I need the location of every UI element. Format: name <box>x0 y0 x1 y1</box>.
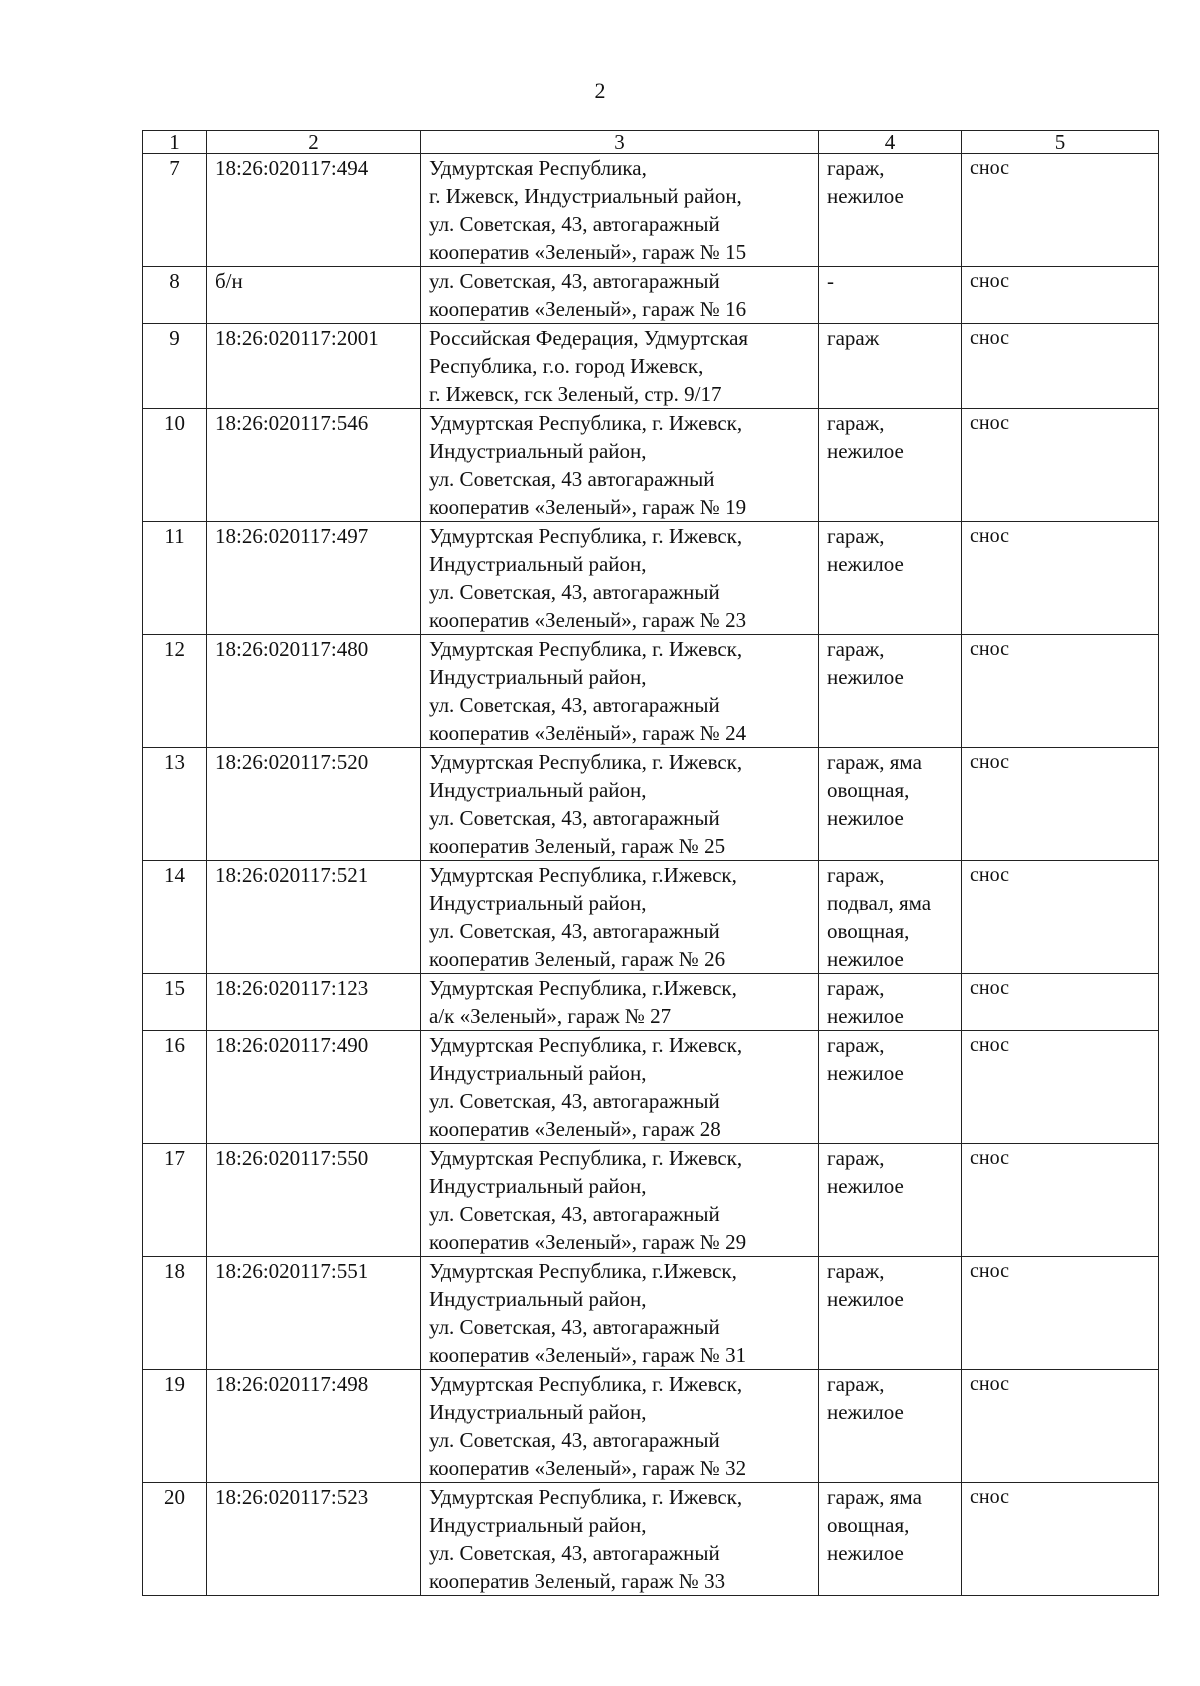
address-cell <box>421 409 819 522</box>
address-line: ул. Советская, 43 автогаражный <box>429 467 715 491</box>
address-line: Удмуртская Республика, г. Ижевск, <box>429 1485 743 1509</box>
address-line: Удмуртская Республика, г.Ижевск, <box>429 976 737 1000</box>
cadastral-number-cell: 18:26:020117:2001 <box>207 324 421 409</box>
action-cell: снос <box>962 154 1159 267</box>
address-line: а/к «Зеленый», гараж № 27 <box>429 1004 672 1028</box>
object-type-cell <box>819 1031 962 1144</box>
object-type-line: гараж, яма <box>827 1485 922 1509</box>
address-cell <box>421 974 819 1031</box>
action-cell: снос <box>962 748 1159 861</box>
address-line: ул. Советская, 43, автогаражный <box>429 580 720 604</box>
address-line: кооператив Зеленый, гараж № 33 <box>429 1569 726 1593</box>
row-number-cell: 15 <box>143 974 207 1031</box>
object-type-line: нежилое <box>827 1541 904 1565</box>
action-cell: снос <box>962 324 1159 409</box>
object-type-line: подвал, яма <box>827 891 932 915</box>
cadastral-number-cell: 18:26:020117:551 <box>207 1257 421 1370</box>
table-row <box>143 1257 1159 1370</box>
address-line: кооператив «Зеленый», гараж № 31 <box>429 1343 747 1367</box>
object-type-line: нежилое <box>827 439 904 463</box>
address-line: кооператив «Зеленый», гараж № 19 <box>429 495 747 519</box>
object-type-line: гараж, <box>827 1372 885 1396</box>
address-line: ул. Советская, 43, автогаражный <box>429 919 720 943</box>
column-header-1: 1 <box>143 131 207 154</box>
table-row <box>143 861 1159 974</box>
action-cell: снос <box>962 267 1159 324</box>
object-type-line: нежилое <box>827 665 904 689</box>
action-cell: снос <box>962 1483 1159 1596</box>
column-header-3: 3 <box>421 131 819 154</box>
row-number-cell: 18 <box>143 1257 207 1370</box>
address-line: кооператив Зеленый, гараж № 26 <box>429 947 726 971</box>
cadastral-number-cell: 18:26:020117:494 <box>207 154 421 267</box>
action-cell: снос <box>962 974 1159 1031</box>
address-line: кооператив «Зеленый», гараж № 29 <box>429 1230 747 1254</box>
object-type-cell <box>819 1144 962 1257</box>
address-line: Индустриальный район, <box>429 1174 647 1198</box>
table-row <box>143 409 1159 522</box>
table-body <box>143 154 1159 1596</box>
row-number-cell: 9 <box>143 324 207 409</box>
cadastral-number-cell: 18:26:020117:550 <box>207 1144 421 1257</box>
object-type-line: гараж <box>827 326 880 350</box>
object-type-cell <box>819 748 962 861</box>
column-header-2: 2 <box>207 131 421 154</box>
object-type-line: нежилое <box>827 1061 904 1085</box>
address-line: Индустриальный район, <box>429 439 647 463</box>
object-type-line: нежилое <box>827 184 904 208</box>
table-row <box>143 324 1159 409</box>
address-line: кооператив «Зеленый», гараж № 16 <box>429 297 747 321</box>
address-line: кооператив «Зелёный», гараж № 24 <box>429 721 747 745</box>
table-row <box>143 267 1159 324</box>
object-type-line: овощная, <box>827 1513 910 1537</box>
action-cell: снос <box>962 409 1159 522</box>
row-number-cell: 16 <box>143 1031 207 1144</box>
address-line: Удмуртская Республика, г. Ижевск, <box>429 1033 743 1057</box>
table-row <box>143 1031 1159 1144</box>
address-line: ул. Советская, 43, автогаражный <box>429 1541 720 1565</box>
cadastral-number-cell: 18:26:020117:520 <box>207 748 421 861</box>
address-line: Индустриальный район, <box>429 1287 647 1311</box>
address-line: кооператив Зеленый, гараж № 25 <box>429 834 726 858</box>
address-line: Индустриальный район, <box>429 1400 647 1424</box>
object-type-line: овощная, <box>827 919 910 943</box>
row-number-cell: 7 <box>143 154 207 267</box>
address-line: Индустриальный район, <box>429 1513 647 1537</box>
object-type-line: гараж, <box>827 1259 885 1283</box>
address-line: ул. Советская, 43, автогаражный <box>429 1428 720 1452</box>
object-type-cell <box>819 974 962 1031</box>
object-type-cell <box>819 635 962 748</box>
address-line: кооператив «Зеленый», гараж № 15 <box>429 240 747 264</box>
object-type-line: нежилое <box>827 1174 904 1198</box>
address-line: Российская Федерация, Удмуртская <box>429 326 749 350</box>
object-type-line: нежилое <box>827 806 904 830</box>
object-type-cell <box>819 522 962 635</box>
row-number-cell: 17 <box>143 1144 207 1257</box>
object-type-line: гараж, яма <box>827 750 922 774</box>
object-type-line: гараж, <box>827 524 885 548</box>
address-line: Удмуртская Республика, г. Ижевск, <box>429 411 743 435</box>
row-number-cell: 19 <box>143 1370 207 1483</box>
address-line: Удмуртская Республика, г. Ижевск, <box>429 524 743 548</box>
cadastral-number-cell: 18:26:020117:480 <box>207 635 421 748</box>
address-line: ул. Советская, 43, автогаражный <box>429 212 720 236</box>
address-line: Индустриальный район, <box>429 891 647 915</box>
object-type-cell <box>819 1370 962 1483</box>
object-type-cell <box>819 409 962 522</box>
table-row <box>143 748 1159 861</box>
object-type-line: нежилое <box>827 552 904 576</box>
address-cell <box>421 267 819 324</box>
action-cell: снос <box>962 1031 1159 1144</box>
table-row <box>143 635 1159 748</box>
column-header-4: 4 <box>819 131 962 154</box>
row-number-cell: 12 <box>143 635 207 748</box>
row-number-cell: 13 <box>143 748 207 861</box>
address-line: Индустриальный район, <box>429 552 647 576</box>
object-type-cell <box>819 154 962 267</box>
address-line: г. Ижевск, Индустриальный район, <box>429 184 742 208</box>
object-type-line: нежилое <box>827 1400 904 1424</box>
address-line: Удмуртская Республика, г.Ижевск, <box>429 863 737 887</box>
cadastral-number-cell: 18:26:020117:123 <box>207 974 421 1031</box>
cadastral-number-cell: 18:26:020117:546 <box>207 409 421 522</box>
table-row <box>143 154 1159 267</box>
object-type-line: - <box>827 269 834 293</box>
action-cell: снос <box>962 1257 1159 1370</box>
address-line: Индустриальный район, <box>429 1061 647 1085</box>
address-cell <box>421 1144 819 1257</box>
object-type-line: нежилое <box>827 1287 904 1311</box>
address-cell <box>421 1257 819 1370</box>
cadastral-number-cell: 18:26:020117:523 <box>207 1483 421 1596</box>
address-cell <box>421 1031 819 1144</box>
object-type-line: овощная, <box>827 778 910 802</box>
row-number-cell: 11 <box>143 522 207 635</box>
column-header-5: 5 <box>962 131 1159 154</box>
address-line: ул. Советская, 43, автогаражный <box>429 269 720 293</box>
cadastral-number-cell: б/н <box>207 267 421 324</box>
address-line: Удмуртская Республика, г.Ижевск, <box>429 1259 737 1283</box>
address-line: Удмуртская Республика, <box>429 156 647 180</box>
address-line: Удмуртская Республика, г. Ижевск, <box>429 1146 743 1170</box>
row-number-cell: 20 <box>143 1483 207 1596</box>
address-cell <box>421 154 819 267</box>
action-cell: снос <box>962 1370 1159 1483</box>
address-line: ул. Советская, 43, автогаражный <box>429 1202 720 1226</box>
objects-table <box>142 130 1159 1596</box>
object-type-line: нежилое <box>827 1004 904 1028</box>
cadastral-number-cell: 18:26:020117:497 <box>207 522 421 635</box>
address-cell <box>421 522 819 635</box>
address-line: ул. Советская, 43, автогаражный <box>429 1315 720 1339</box>
object-type-cell <box>819 267 962 324</box>
address-line: ул. Советская, 43, автогаражный <box>429 1089 720 1113</box>
row-number-cell: 8 <box>143 267 207 324</box>
address-line: г. Ижевск, гск Зеленый, стр. 9/17 <box>429 382 722 406</box>
address-line: Удмуртская Республика, г. Ижевск, <box>429 750 743 774</box>
object-type-line: гараж, <box>827 156 885 180</box>
table-row <box>143 522 1159 635</box>
address-line: Республика, г.о. город Ижевск, <box>429 354 704 378</box>
object-type-line: гараж, <box>827 411 885 435</box>
address-line: кооператив «Зеленый», гараж 28 <box>429 1117 721 1141</box>
address-line: Удмуртская Республика, г. Ижевск, <box>429 1372 743 1396</box>
address-line: Индустриальный район, <box>429 778 647 802</box>
row-number-cell: 14 <box>143 861 207 974</box>
address-line: кооператив «Зеленый», гараж № 23 <box>429 608 747 632</box>
table-header-row <box>143 131 1159 154</box>
object-type-cell <box>819 861 962 974</box>
action-cell: снос <box>962 1144 1159 1257</box>
action-cell: снос <box>962 522 1159 635</box>
table-row <box>143 974 1159 1031</box>
address-cell <box>421 861 819 974</box>
address-line: Индустриальный район, <box>429 665 647 689</box>
object-type-line: гараж, <box>827 976 885 1000</box>
table-row <box>143 1483 1159 1596</box>
object-type-line: гараж, <box>827 863 885 887</box>
address-cell <box>421 635 819 748</box>
address-cell <box>421 324 819 409</box>
address-cell <box>421 1483 819 1596</box>
object-type-line: нежилое <box>827 947 904 971</box>
object-type-cell <box>819 324 962 409</box>
address-line: кооператив «Зеленый», гараж № 32 <box>429 1456 747 1480</box>
table-row <box>143 1370 1159 1483</box>
address-cell <box>421 748 819 861</box>
table-row <box>143 1144 1159 1257</box>
address-line: Удмуртская Республика, г. Ижевск, <box>429 637 743 661</box>
object-type-line: гараж, <box>827 637 885 661</box>
address-line: ул. Советская, 43, автогаражный <box>429 806 720 830</box>
cadastral-number-cell: 18:26:020117:521 <box>207 861 421 974</box>
action-cell: снос <box>962 861 1159 974</box>
address-line: ул. Советская, 43, автогаражный <box>429 693 720 717</box>
cadastral-number-cell: 18:26:020117:490 <box>207 1031 421 1144</box>
object-type-line: гараж, <box>827 1146 885 1170</box>
cadastral-number-cell: 18:26:020117:498 <box>207 1370 421 1483</box>
page-number: 2 <box>594 78 606 103</box>
object-type-cell <box>819 1483 962 1596</box>
action-cell: снос <box>962 635 1159 748</box>
address-cell <box>421 1370 819 1483</box>
object-type-cell <box>819 1257 962 1370</box>
row-number-cell: 10 <box>143 409 207 522</box>
object-type-line: гараж, <box>827 1033 885 1057</box>
